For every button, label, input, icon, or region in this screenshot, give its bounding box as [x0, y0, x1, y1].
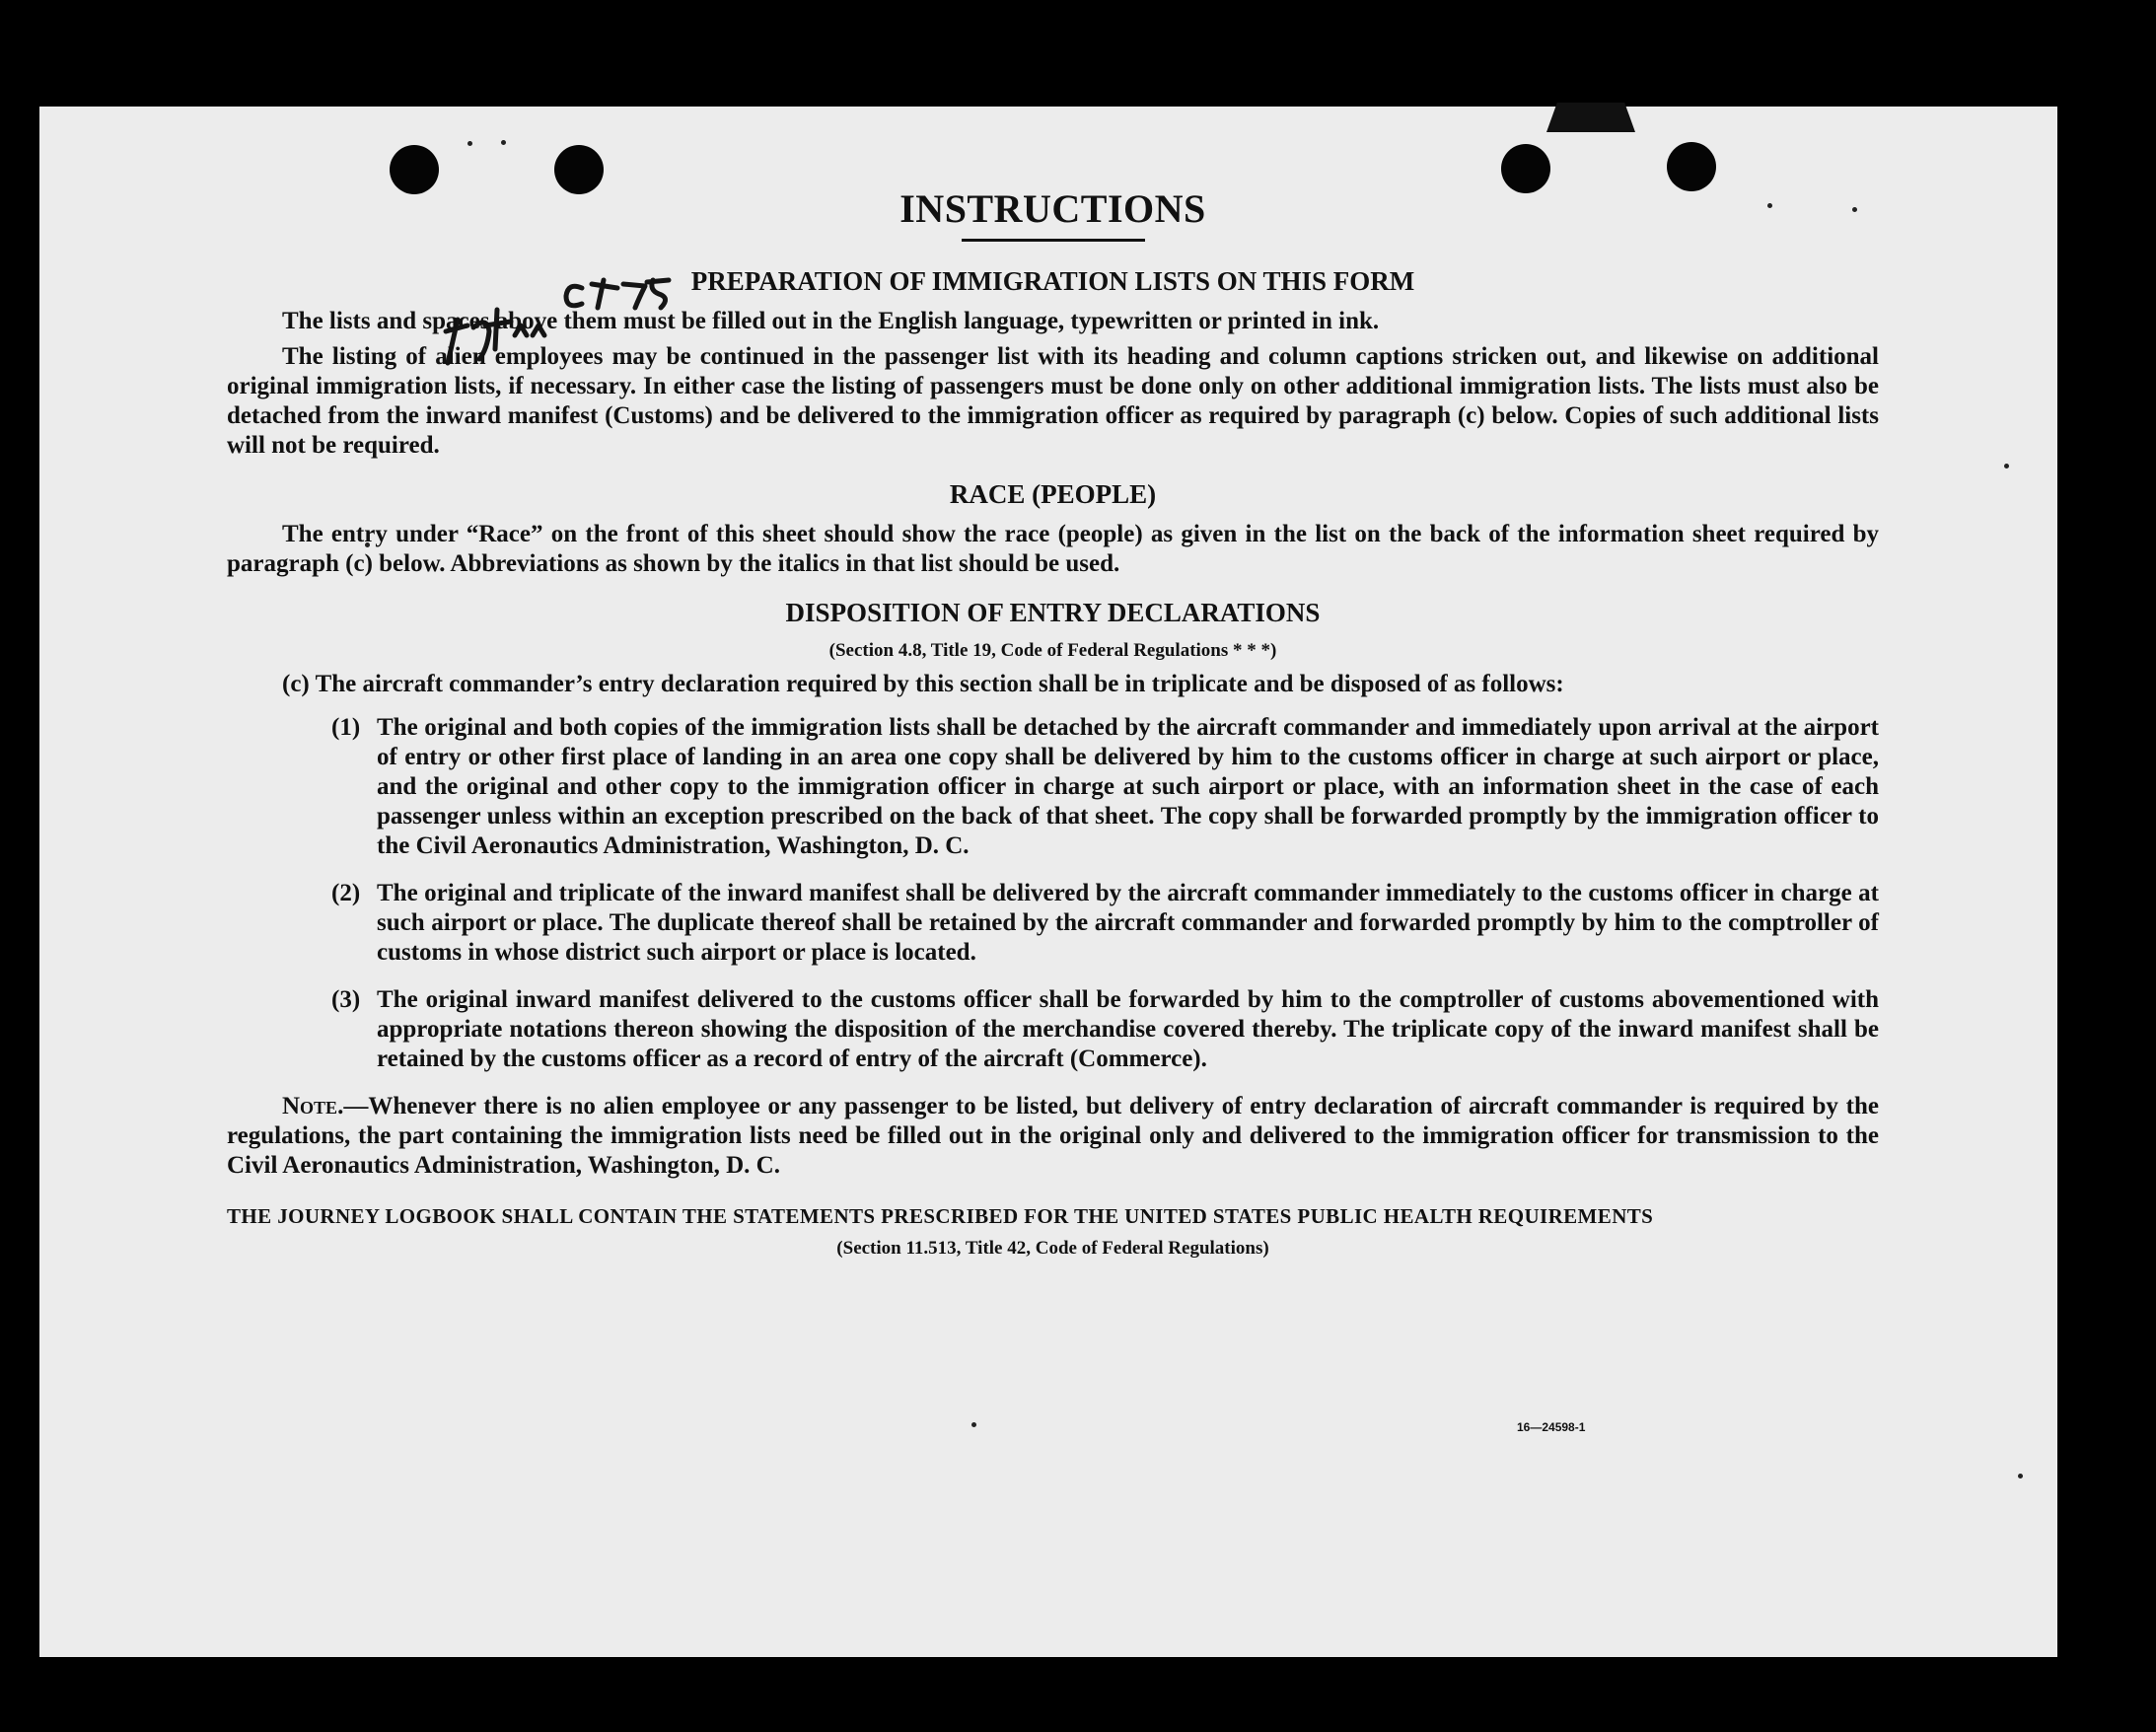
list-item-text: The original inward manifest delivered to the customs officer shall be forwarded by him to the comptroller of customs abovementioned with appropriate notations thereon showing the disposition of the merchandise covered thereby. The triplicate copy of the inward manifest shall be retained by the customs officer as a record of entry of the aircraft (Commerce).	[377, 986, 1879, 1072]
speck	[2018, 1474, 2023, 1479]
disposition-c-label: (c)	[282, 671, 310, 697]
disposition-citation: (Section 4.8, Title 19, Code of Federal Regulations * * *)	[828, 640, 1277, 661]
race-paragraph: The entry under “Race” on the front of this sheet should show the race (people) as given in the list on the back of the information sheet required by paragraph (c) below. Abbreviations as shown by the italics in that list should be used.	[227, 521, 1879, 577]
document-body	[227, 185, 1879, 1262]
list-item	[227, 879, 1879, 968]
note-label: Note.	[282, 1093, 344, 1119]
note-paragraph	[227, 1092, 1879, 1181]
prep-paragraph-1: The lists and spaces above them must be filled out in the English language, typewritten or printed in ink.	[282, 308, 1380, 334]
form-number: 16—24598-1	[1517, 1420, 1586, 1434]
prep-heading: PREPARATION OF IMMIGRATION LISTS ON THIS FORM	[690, 266, 1415, 296]
disposition-c-paragraph	[227, 670, 1879, 699]
speck	[501, 140, 506, 145]
list-item-text: The original and triplicate of the inward manifest shall be delivered by the aircraft commander immediately to the customs officer in charge at such airport or place. The duplicate thereof shall be retained by the aircraft commander and forwarded promptly by him to the comptroller of customs in whose district such airport or place is located.	[377, 880, 1879, 966]
list-item-text: The original and both copies of the immigration lists shall be detached by the aircraft commander and immediately upon arrival at the airport of entry or other first place of landing in an area one copy shall be delivered by him to the customs officer in charge at such airport or place, and the original and other copy to the immigration officer in charge at such airport or place, with an information sheet in the case of each passenger unless within an exception prescribed on the back of that sheet. The copy shall be forwarded promptly by the immigration officer to the Civil Aeronautics Administration, Washington, D. C.	[377, 714, 1879, 859]
race-heading: RACE (PEOPLE)	[949, 479, 1157, 509]
title-rule	[962, 239, 1145, 242]
speck	[971, 1422, 976, 1427]
paper-tab	[1546, 103, 1635, 132]
list-item-number: (2)	[331, 880, 361, 906]
list-item-number: (1)	[331, 714, 361, 741]
speck	[467, 141, 472, 146]
speck	[2004, 464, 2009, 469]
prep-paragraph-2: The listing of alien employees may be continued in the passenger list with its heading and column captions stricken out, and likewise on additional original immigration lists, if necessary. In either case the listing of passengers must be done only on other additional immigration lists. The lists must also be detached from the inward manifest (Customs) and be delivered to the immigration officer as required by paragraph (c) below. Copies of such additional lists will not be required.	[227, 343, 1879, 459]
disposition-heading: DISPOSITION OF ENTRY DECLARATIONS	[785, 598, 1321, 627]
list-item	[227, 985, 1879, 1074]
list-item-number: (3)	[331, 986, 361, 1013]
note-text: —Whenever there is no alien employee or any passenger to be listed, but delivery of entry declaration of aircraft commander is required by the regulations, the part containing the immigration lists need be filled out in the original only and delivered to the immigration officer for transmission to the Civil Aeronautics Administration, Washington, D. C.	[227, 1093, 1879, 1179]
disposition-c-text: The aircraft commander’s entry declaration required by this section shall be in triplicate and be disposed of as follows:	[315, 671, 1564, 697]
logbook-statement: THE JOURNEY LOGBOOK SHALL CONTAIN THE STATEMENTS PRESCRIBED FOR THE UNITED STATES PUBLIC HEALTH REQUIREMENTS	[227, 1204, 1654, 1228]
list-item	[227, 713, 1879, 861]
document-title: INSTRUCTIONS	[899, 186, 1206, 231]
logbook-citation: (Section 11.513, Title 42, Code of Federal Regulations)	[836, 1238, 1269, 1259]
punch-hole-4	[1667, 142, 1716, 191]
